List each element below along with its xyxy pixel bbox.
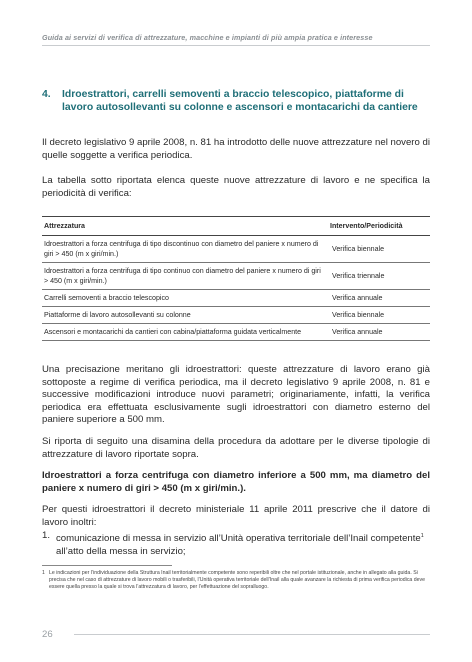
footnote-ref: 1 — [420, 533, 424, 539]
table-cell: Verifica biennale — [328, 307, 430, 324]
table-cell: Idroestrattori a forza centrifuga di tipo discontinuo con diametro del paniere x numero di giri > 450 (m x giri/min.) — [42, 236, 328, 263]
table-row — [42, 324, 430, 341]
page-number: 26 — [42, 629, 53, 640]
list-item — [42, 530, 430, 558]
list-item-text-part: comunicazione di messa in servizio all’Unità operativa territoriale dell’Inail competente — [56, 533, 421, 545]
footnote — [42, 570, 430, 591]
section-title — [42, 88, 430, 114]
table-cell: Ascensori e montacarichi da cantieri con cabina/piattaforma guidata verticalmente — [42, 324, 328, 341]
intro-paragraph: Il decreto legislativo 9 aprile 2008, n. 81 ha introdotto delle nuove attrezzature nel novero di quelle soggette a verifica periodica. — [42, 137, 430, 161]
table-cell: Idroestrattori a forza centrifuga di tipo continuo con diametro del paniere x numero di giri > 450 (m x giri/min.) — [42, 263, 328, 290]
list-item-text-part: all’atto della messa in servizio; — [56, 545, 186, 557]
table-row — [42, 307, 430, 324]
equipment-table — [42, 216, 430, 341]
column-header-periodicity: Intervento/Periodicità — [328, 217, 430, 236]
table-row — [42, 263, 430, 290]
table-header-row — [42, 217, 430, 236]
table-row — [42, 290, 430, 307]
section-number: 4. — [42, 89, 51, 100]
header-divider — [42, 45, 430, 46]
footnote-number: 1 — [42, 570, 45, 576]
footnote-text: Le indicazioni per l’individuazione della Struttura Inail territorialmente competente sono reperibili oltre che nel portale istituzionale, anche in allegato alla guida. Si precisa che nel caso di attrezzature di lavoro mobili o trasferibili, l’Unità operativa territoriale dell’Inail alla quale avanzare la richiesta di prima verifica periodica deve essere quella presso la quale si trova l’attrezzatura di lavoro, per l’effettuazione del sopralluogo. — [49, 570, 425, 590]
table-cell: Carrelli semoventi a braccio telescopico — [42, 290, 328, 307]
list-item-text — [56, 530, 430, 558]
subsection-heading: Idroestrattori a forza centrifuga con diametro inferiore a 500 mm, ma diametro del paniere x numero di giri > 450 (m x giri/min.). — [42, 470, 430, 494]
table-row — [42, 236, 430, 263]
table-cell: Verifica triennale — [328, 263, 430, 290]
section-heading: Idroestrattori, carrelli semoventi a braccio telescopico, piattaforme di lavoro autosollevanti su colonne e ascensori e montacarichi da cantiere — [62, 89, 418, 113]
list-item-number: 1. — [42, 530, 51, 541]
table-cell: Piattaforme di lavoro autosollevanti su colonne — [42, 307, 328, 324]
footnote-divider — [42, 565, 172, 566]
table-cell: Verifica biennale — [328, 236, 430, 263]
column-header-equipment: Attrezzatura — [42, 217, 328, 236]
table-intro-paragraph: La tabella sotto riportata elenca queste nuove attrezzature di lavoro e ne specifica la periodicità di verifica: — [42, 175, 430, 199]
table-cell: Verifica annuale — [328, 324, 430, 341]
requirements-paragraph: Per questi idroestrattori il decreto ministeriale 11 aprile 2011 prescrive che il datore di lavoro inoltri: — [42, 504, 430, 528]
running-header: Guida ai servizi di verifica di attrezzature, macchine e impianti di più ampia pratica e interesse — [42, 33, 373, 42]
table-cell: Verifica annuale — [328, 290, 430, 307]
footer-divider — [74, 634, 430, 635]
procedure-paragraph: Si riporta di seguito una disamina della procedura da adottare per le diverse tipologie di attrezzature di lavoro riportate sopra. — [42, 436, 430, 460]
idroestrattori-paragraph: Una precisazione meritano gli idroestrattori: queste attrezzature di lavoro erano già sottoposte a regime di verifica periodica, ma il decreto legislativo 9 aprile 2008, n. 81 e successive modificazioni introduce nuovi parametri; originariamente, infatti, la verifica periodica era effettuata esclusivamente sugli idroestrattori con diametro esterno del paniere superiore a 500 mm. — [42, 364, 430, 426]
